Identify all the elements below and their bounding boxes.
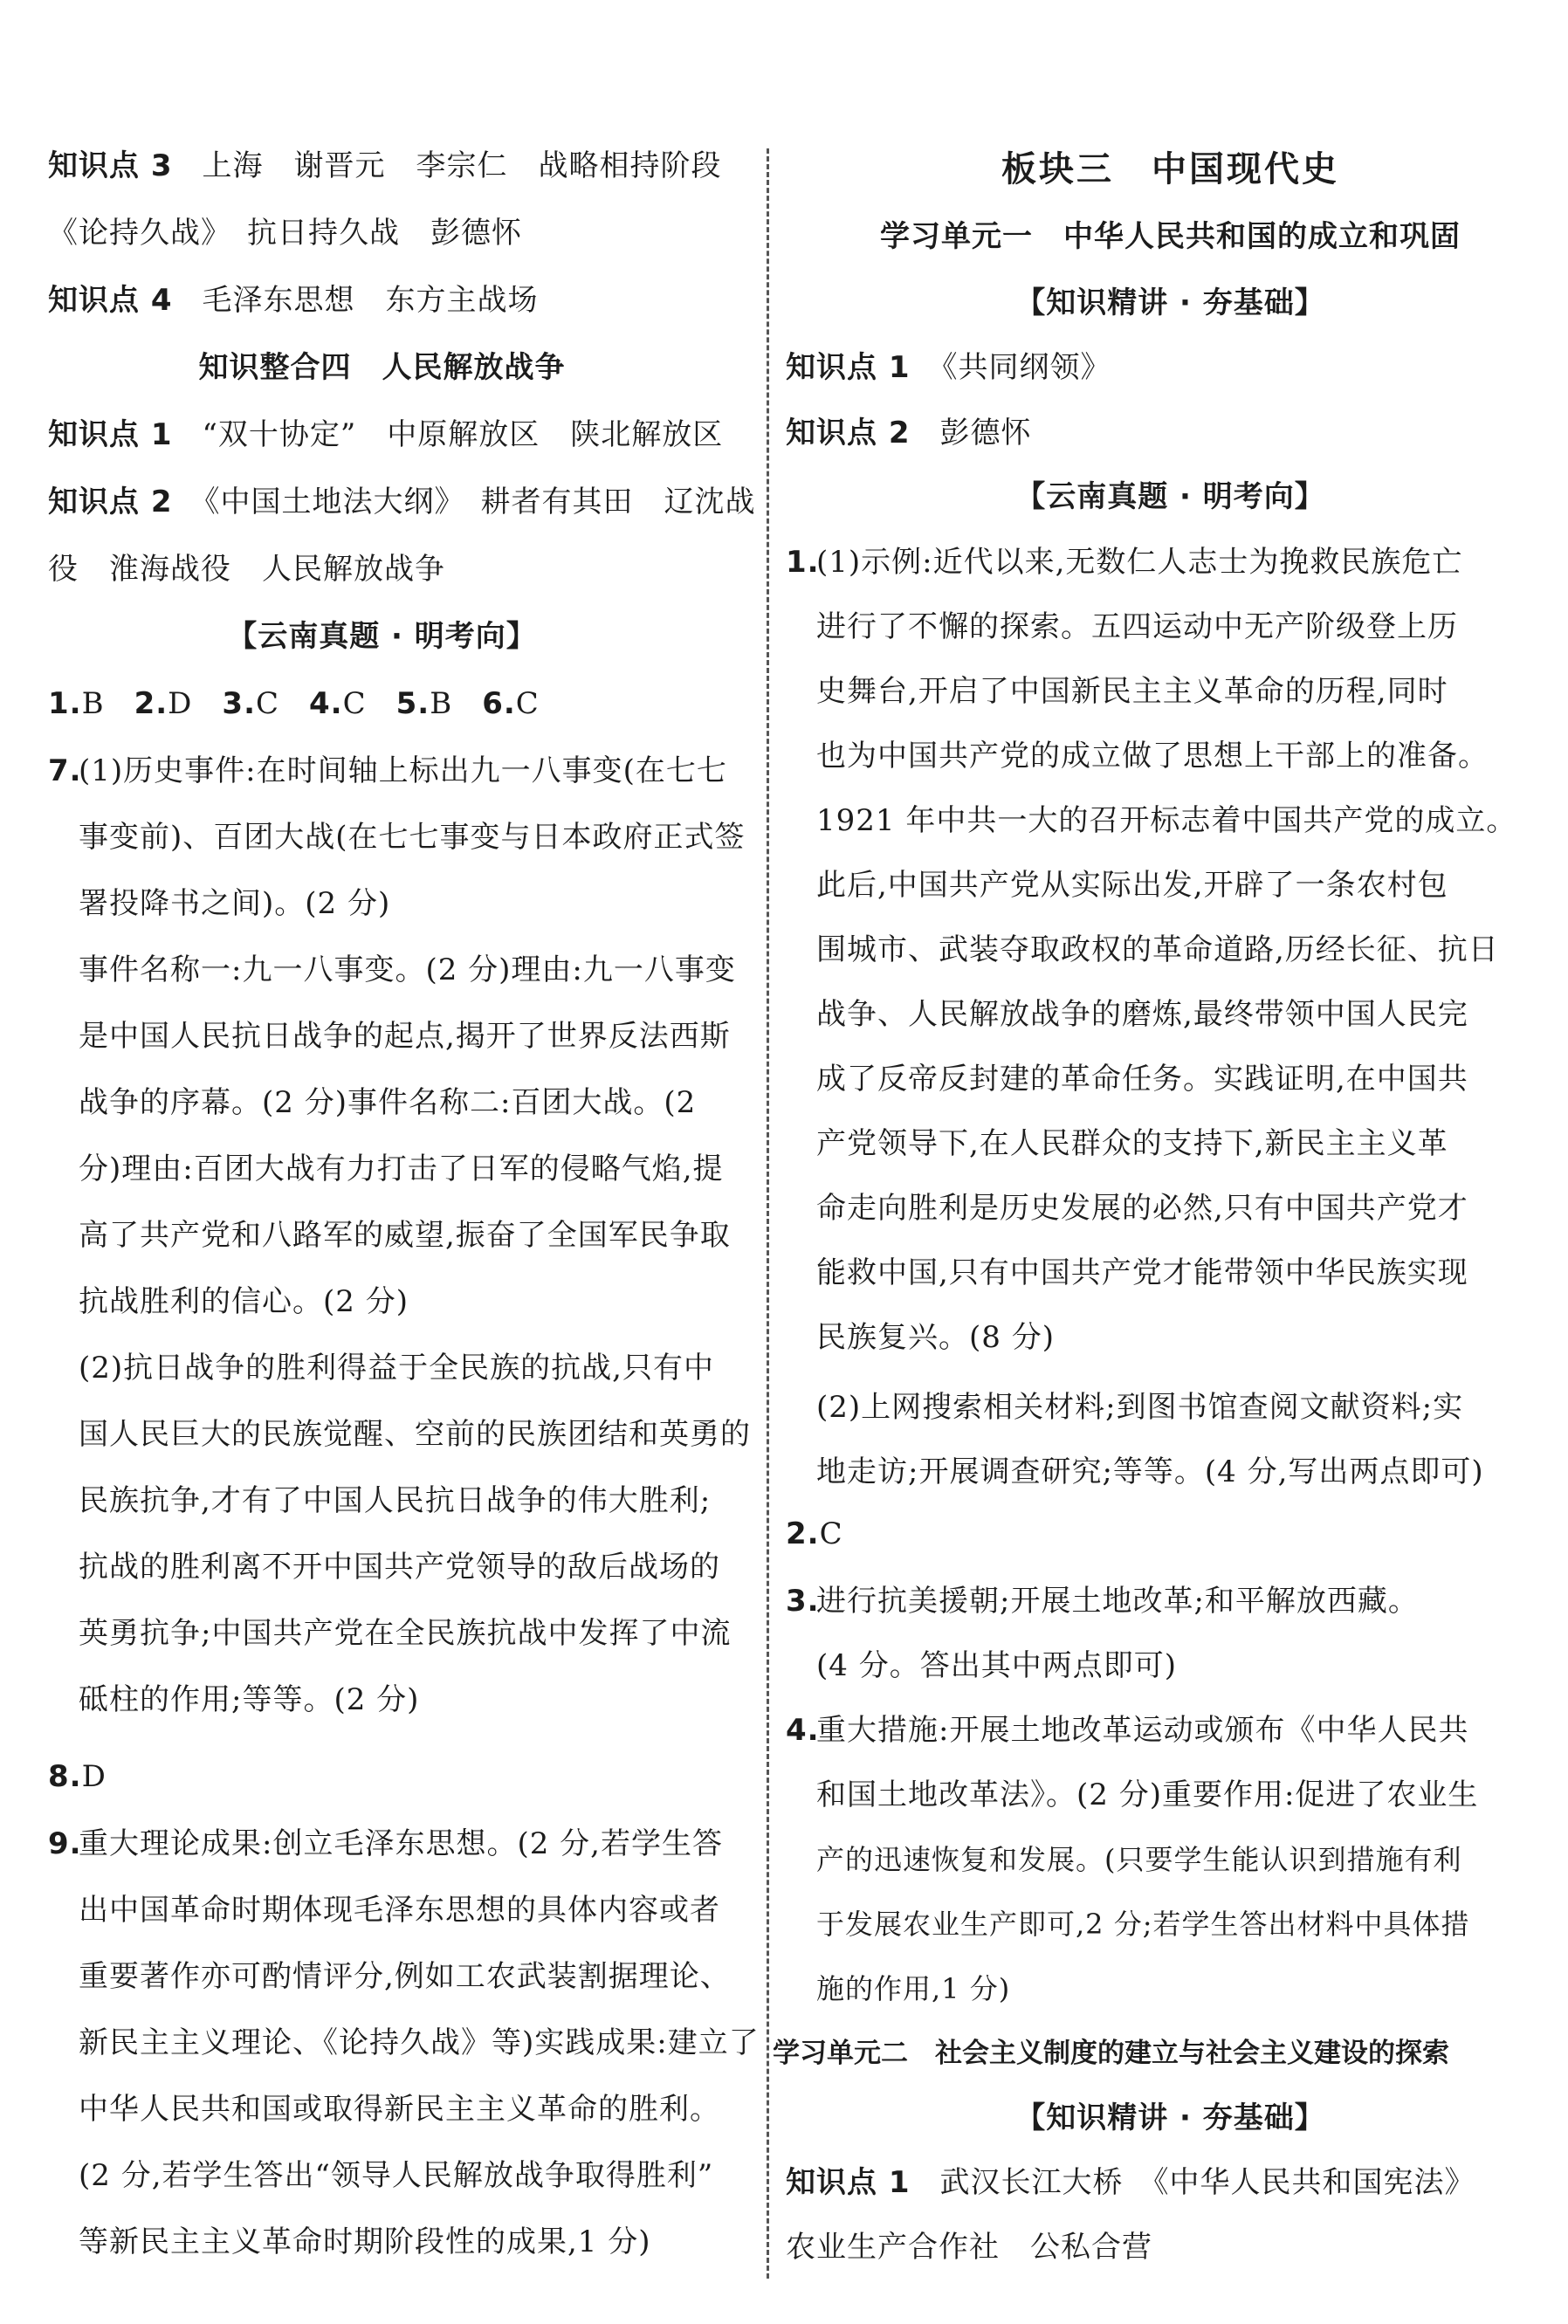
question-number: 2.	[786, 1516, 820, 1551]
q1-number: 1.	[786, 545, 820, 580]
jingjiang2-title: 【知识精讲 · 夯基础】	[1015, 2101, 1325, 2135]
answer-line: 也为中国共产党的成立做了思想上干部上的准备。	[816, 739, 1489, 774]
q9-number: 9.	[48, 1826, 82, 1861]
knowledge-point-3	[48, 145, 722, 187]
answer: C	[342, 686, 367, 721]
jingjiang-title: 【知识精讲 · 夯基础】	[1015, 285, 1325, 320]
kp-label: 知识点 2	[786, 416, 911, 450]
kp-text: 彭德怀	[939, 416, 1032, 450]
answer-line: 和国土地改革法》。(2 分)重要作用:促进了农业生	[816, 1777, 1479, 1812]
kp-label: 知识点 4	[48, 283, 173, 318]
kp-text: 上海 谢晋元 李宗仁 战略相持阶段	[202, 148, 722, 183]
answer: B	[81, 686, 105, 721]
answer-line: 产党领导下,在人民群众的支持下,新民主主义革	[816, 1126, 1448, 1161]
kp-label: 知识点 1	[786, 350, 911, 385]
q7-number: 7.	[48, 753, 82, 788]
answer-line: 此后,中国共产党从实际出发,开辟了一条农村包	[816, 868, 1448, 903]
unit2-knowledge-point-1-cont: 农业生产合作社 公私合营	[786, 2230, 1152, 2265]
answer-line: 等新民主主义革命时期阶段性的成果,1 分)	[79, 2224, 651, 2259]
knowledge-point-2	[786, 412, 1032, 454]
answer-line: 抗战胜利的信心。(2 分)	[79, 1284, 409, 1319]
q3-number: 3.	[786, 1584, 820, 1619]
unit2-knowledge-point-1	[786, 2162, 1475, 2204]
answer-line: 抗战的胜利离不开中国共产党领导的敌后战场的	[79, 1550, 720, 1585]
unit1-title: 学习单元一 中华人民共和国的成立和巩固	[880, 219, 1461, 254]
answer-line: (2 分,若学生答出“领导人民解放战争取得胜利”	[79, 2158, 714, 2193]
answer-line: 成了反帝反封建的革命任务。实践证明,在中国共	[816, 1062, 1468, 1097]
answer-line: 重大措施:开展土地改革运动或颁布《中华人民共	[816, 1713, 1469, 1748]
answer-line: 英勇抗争;中国共产党在全民族抗战中发挥了中流	[79, 1616, 732, 1651]
answer-line: 1921 年中共一大的召开标志着中国共产党的成立。	[816, 803, 1517, 838]
answer-line: (1)示例:近代以来,无数仁人志士为挽救民族危亡	[816, 545, 1463, 580]
answer-line: 新民主主义理论、《论持久战》等)实践成果:建立了	[79, 2025, 760, 2060]
answer-line: (2)抗日战争的胜利得益于全民族的抗战,只有中	[79, 1351, 714, 1385]
q4-number: 4.	[786, 1713, 820, 1748]
question-number: 4.	[309, 686, 343, 721]
answer-line: 进行了不懈的探索。五四运动中无产阶级登上历	[816, 609, 1458, 644]
answer-line: 民族抗争,才有了中国人民抗日战争的伟大胜利;	[79, 1483, 712, 1518]
section-title: 知识整合四 人民解放战争	[198, 350, 566, 385]
kp-label: 知识点 3	[48, 148, 173, 183]
q8	[48, 1756, 107, 1798]
unit2-title: 学习单元二 社会主义制度的建立与社会主义建设的探索	[773, 2038, 1449, 2069]
answer-line: 能救中国,只有中国共产党才能带领中华民族实现	[816, 1255, 1468, 1290]
kp-label: 知识点 1	[48, 417, 173, 452]
answer-line: (1)历史事件:在时间轴上标出九一八事变(在七七	[79, 753, 727, 788]
answer: D	[168, 686, 193, 721]
question-number: 2.	[134, 686, 168, 721]
answer-line: 地走访;开展调查研究;等等。(4 分,写出两点即可)	[816, 1454, 1484, 1489]
answer-line: 国人民巨大的民族觉醒、空前的民族团结和英勇的	[79, 1417, 751, 1452]
answer-line: 进行抗美援朝;开展土地改革;和平解放西藏。	[816, 1584, 1419, 1619]
knowledge-point-1	[48, 414, 723, 456]
answer-line: 高了共产党和八路军的威望,振奋了全国军民争取	[79, 1218, 731, 1253]
answer-line: 史舞台,开启了中国新民主主义革命的历程,同时	[816, 674, 1448, 709]
answer-line: 施的作用,1 分)	[816, 1972, 1011, 2005]
answer-line: 产的迅速恢复和发展。(只要学生能认识到措施有利	[816, 1843, 1462, 1876]
answer-line: 分)理由:百团大战有力打击了日军的侵略气焰,提	[79, 1152, 724, 1186]
answer-line: 战争的序幕。(2 分)事件名称二:百团大战。(2	[79, 1085, 697, 1120]
answer-line: 是中国人民抗日战争的起点,揭开了世界反法西斯	[79, 1019, 731, 1054]
question-number: 5.	[395, 686, 430, 721]
answer: B	[430, 686, 453, 721]
yunnan-title: 【云南真题 · 明考向】	[227, 619, 537, 654]
answer-line: 命走向胜利是历史发展的必然,只有中国共产党才	[816, 1191, 1468, 1226]
kp-label: 知识点 1	[786, 2165, 911, 2200]
answer-line: (4 分。答出其中两点即可)	[816, 1648, 1177, 1683]
block-title: 板块三 中国现代史	[1001, 149, 1339, 189]
column-divider	[767, 148, 769, 2279]
answer-line: 事件名称一:九一八事变。(2 分)理由:九一八事变	[79, 952, 736, 987]
answer-line: 于发展农业生产即可,2 分;若学生答出材料中具体措	[816, 1908, 1470, 1941]
answer: D	[81, 1759, 107, 1794]
answer-line: 事变前)、百团大战(在七七事变与日本政府正式签	[79, 820, 746, 855]
answer-line: 重要著作亦可酌情评分,例如工农武装割据理论、	[79, 1959, 731, 1994]
answer: C	[819, 1516, 843, 1551]
question-number: 8.	[48, 1759, 82, 1794]
kp-text: 《中国土地法大纲》 耕者有其田 辽沈战	[189, 485, 756, 519]
knowledge-point-2	[48, 481, 756, 523]
answer-line: 重大理论成果:创立毛泽东思想。(2 分,若学生答	[79, 1826, 723, 1861]
question-number: 6.	[482, 686, 516, 721]
answer-line: 署投降书之间)。(2 分)	[79, 886, 391, 921]
answer-line: 围城市、武装夺取政权的革命道路,历经长征、抗日	[816, 932, 1499, 967]
answer: C	[515, 686, 540, 721]
answer-line: 民族复兴。(8 分)	[816, 1320, 1055, 1355]
q2	[786, 1513, 843, 1555]
answer: C	[256, 686, 280, 721]
question-number: 3.	[222, 686, 256, 721]
question-number: 1.	[48, 686, 82, 721]
answer-line: 砥柱的作用;等等。(2 分)	[79, 1682, 420, 1717]
yunnan-title: 【云南真题 · 明考向】	[1015, 479, 1325, 514]
knowledge-point-4	[48, 279, 539, 321]
answer-line: (2)上网搜索相关材料;到图书馆查阅文献资料;实	[816, 1390, 1464, 1425]
mc-answers	[48, 683, 540, 725]
knowledge-point-1	[786, 347, 1111, 388]
kp-text: 《共同纲领》	[927, 350, 1111, 385]
kp-text: 武汉长江大桥 《中华人民共和国宪法》	[939, 2165, 1475, 2200]
kp-text: 毛泽东思想 东方主战场	[202, 283, 539, 318]
answer-line: 战争、人民解放战争的磨炼,最终带领中国人民完	[816, 997, 1468, 1032]
kp-label: 知识点 2	[48, 485, 173, 519]
answer-line: 出中国革命时期体现毛泽东思想的具体内容或者	[79, 1893, 720, 1928]
answer-line: 中华人民共和国或取得新民主主义革命的胜利。	[79, 2092, 720, 2127]
knowledge-point-2-cont: 役 淮海战役 人民解放战争	[48, 552, 445, 587]
knowledge-point-3-cont: 《论持久战》 抗日持久战 彭德怀	[48, 216, 522, 251]
kp-text: “双十协定” 中原解放区 陕北解放区	[202, 417, 724, 452]
